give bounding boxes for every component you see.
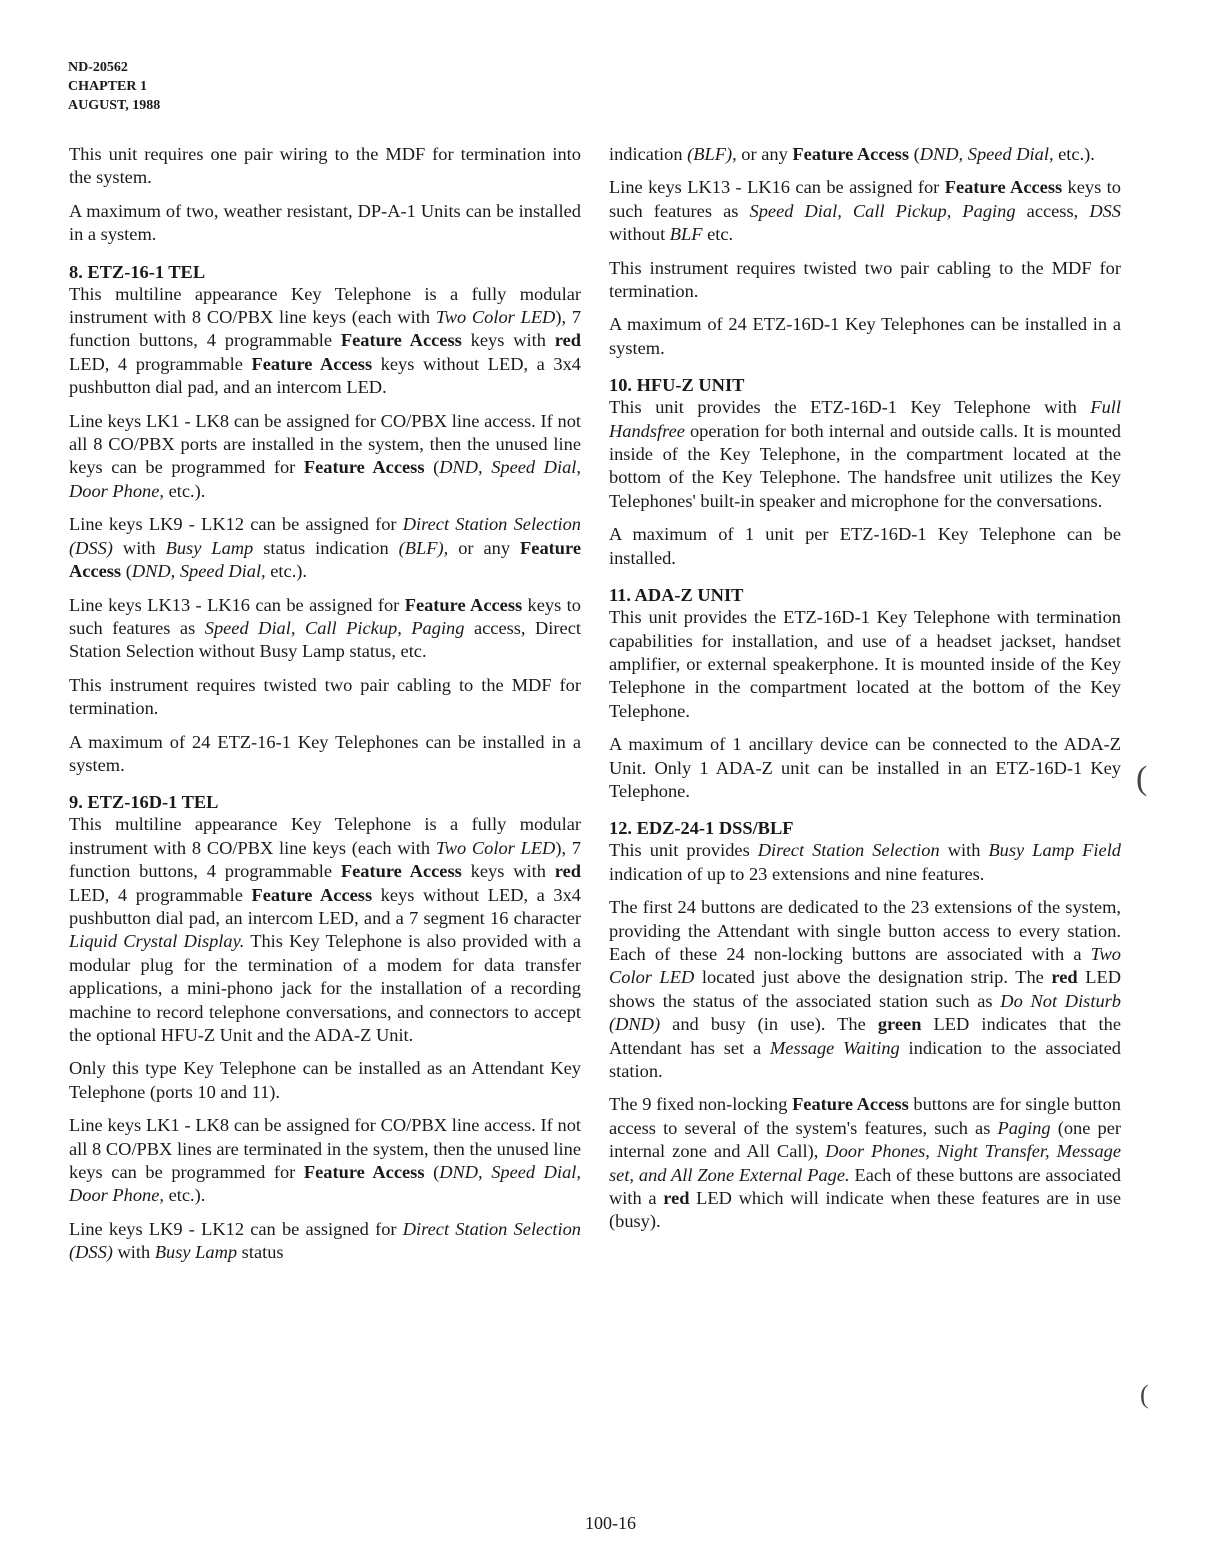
document-header bbox=[68, 58, 160, 115]
paragraph: This multiline appearance Key Telephone is a fully modular instrument with 8 CO/PBX line keys (each with Two Color LED), 7 function buttons, 4 programmable Feature Access keys with red LED, 4 programmable Feature Access keys without LED, a 3x4 pushbutton dial pad, and an intercom LED. bbox=[69, 283, 582, 398]
paragraph: Line keys LK9 - LK12 can be assigned for Direct Station Selection (DSS) with Busy Lamp status bbox=[69, 1218, 581, 1263]
paragraph: This unit provides the ETZ-16D-1 Key Telephone with termination capabilities for installation, and use of a headset jackset, handset amplifier, or external speakerphone. It is mounted inside of the Key Telephone in the compartment located at the bottom of the Key Telephone. bbox=[609, 607, 1121, 721]
paragraph: Line keys LK13 - LK16 can be assigned for Feature Access keys to such features as Speed Dial, Call Pickup, Paging access, DSS without BLF etc. bbox=[609, 177, 1121, 245]
paragraph: The first 24 buttons are dedicated to the 23 extensions of the system, providing the Attendant with single button access to every station. Each of these 24 non-locking buttons are associated with a Two Color LED located just above the designation strip. The red LED shows the status of the associated station such as Do Not Disturb (DND) and busy (in use). The green LED indicates that the Attendant has set a Message Waiting indication to the associated station. bbox=[609, 897, 1121, 1081]
paragraph: Line keys LK1 - LK8 can be assigned for CO/PBX line access. If not all 8 CO/PBX lines are terminated in the system, then the unused line keys can be programmed for Feature Access (DND, Speed Dial, Door Phone, etc.). bbox=[69, 1115, 581, 1206]
paragraph: This unit provides the ETZ-16D-1 Key Telephone with Full Handsfree operation for both internal and outside calls. It is mounted inside of the Key Telephone, in the compartment located at the bottom of the Key Telephone. The handsfree unit utilizes the Key Telephones' built-in speaker and microphone for the conversations. bbox=[609, 397, 1121, 511]
paragraph: Line keys LK9 - LK12 can be assigned for Direct Station Selection (DSS) with Busy Lamp status indication (BLF), or any Feature Access (DND, Speed Dial, etc.). bbox=[69, 514, 581, 582]
section-heading-12: 12. EDZ-24-1 DSS/BLF bbox=[609, 818, 794, 839]
section-heading-9: 9. ETZ-16D-1 TEL bbox=[69, 792, 219, 813]
paragraph: A maximum of 24 ETZ-16-1 Key Telephones can be installed in a system. bbox=[69, 731, 581, 775]
margin-bracket-mark: ( bbox=[1140, 1380, 1149, 1409]
paragraph: A maximum of 1 unit per ETZ-16D-1 Key Telephone can be installed. bbox=[609, 524, 1121, 568]
paragraph: This instrument requires twisted two pair cabling to the MDF for termination. bbox=[609, 257, 1121, 302]
margin-bracket-mark: ( bbox=[1136, 760, 1148, 797]
left-column bbox=[69, 143, 581, 1275]
right-column bbox=[609, 143, 1121, 1244]
paragraph: Line keys LK13 - LK16 can be assigned for Feature Access keys to such features as Speed Dial, Call Pickup, Paging access, Direct Station Selection without Busy Lamp status, etc. bbox=[69, 594, 581, 662]
paragraph: Line keys LK1 - LK8 can be assigned for CO/PBX line access. If not all 8 CO/PBX ports are installed in the system, then the unused line keys can be programmed for Feature Access (DND, Speed Dial, Door Phone, etc.). bbox=[69, 410, 581, 501]
paragraph: indication (BLF), or any Feature Access (DND, Speed Dial, etc.). bbox=[609, 144, 1095, 164]
section-heading-11: 11. ADA-Z UNIT bbox=[609, 585, 744, 606]
paragraph: This unit requires one pair wiring to the MDF for termination into the system. bbox=[69, 144, 581, 188]
paragraph: The 9 fixed non-locking Feature Access buttons are for single button access to several of the system's features, such as Paging (one per internal zone and All Call), Door Phones, Night Transfer, Message set, and All Zone External Page. Each of these buttons are associated with a red LED which will indicate when these features are in use (busy). bbox=[609, 1094, 1122, 1232]
paragraph: This instrument requires twisted two pair cabling to the MDF for termination. bbox=[69, 674, 581, 719]
paragraph: Only this type Key Telephone can be installed as an Attendant Key Telephone (ports 10 and 11). bbox=[69, 1058, 581, 1102]
paragraph: This unit provides Direct Station Selection with Busy Lamp Field indication of up to 23 extensions and nine features. bbox=[609, 840, 1121, 884]
paragraph: A maximum of 1 ancillary device can be connected to the ADA-Z Unit. Only 1 ADA-Z unit can be installed in an ETZ-16D-1 Key Telephone. bbox=[609, 734, 1121, 801]
chapter-label: CHAPTER 1 bbox=[68, 79, 147, 94]
paragraph: This multiline appearance Key Telephone is a fully modular instrument with 8 CO/PBX line keys (each with Two Color LED), 7 function buttons, 4 programmable Feature Access keys with red LED, 4 programmable Feature Access keys without LED, a 3x4 pushbutton dial pad, an intercom LED, and a 7 segment 16 character Liquid Crystal Display. This Key Telephone is also provided with a modular plug for the termination of a modem for data transfer applications, a mini-phono jack for the installation of a recording machine to record telephone conversations, and connectors to accept the optional HFU-Z Unit and the ADA-Z Unit. bbox=[69, 814, 582, 1045]
paragraph: A maximum of two, weather resistant, DP-A-1 Units can be installed in a system. bbox=[69, 200, 581, 245]
doc-id: ND-20562 bbox=[68, 60, 128, 75]
section-heading-8: 8. ETZ-16-1 TEL bbox=[69, 261, 206, 282]
doc-date: AUGUST, 1988 bbox=[68, 98, 161, 113]
page-number: 100-16 bbox=[585, 1513, 636, 1533]
section-heading-10: 10. HFU-Z UNIT bbox=[609, 375, 745, 396]
paragraph: A maximum of 24 ETZ-16D-1 Key Telephones can be installed in a system. bbox=[609, 314, 1121, 358]
